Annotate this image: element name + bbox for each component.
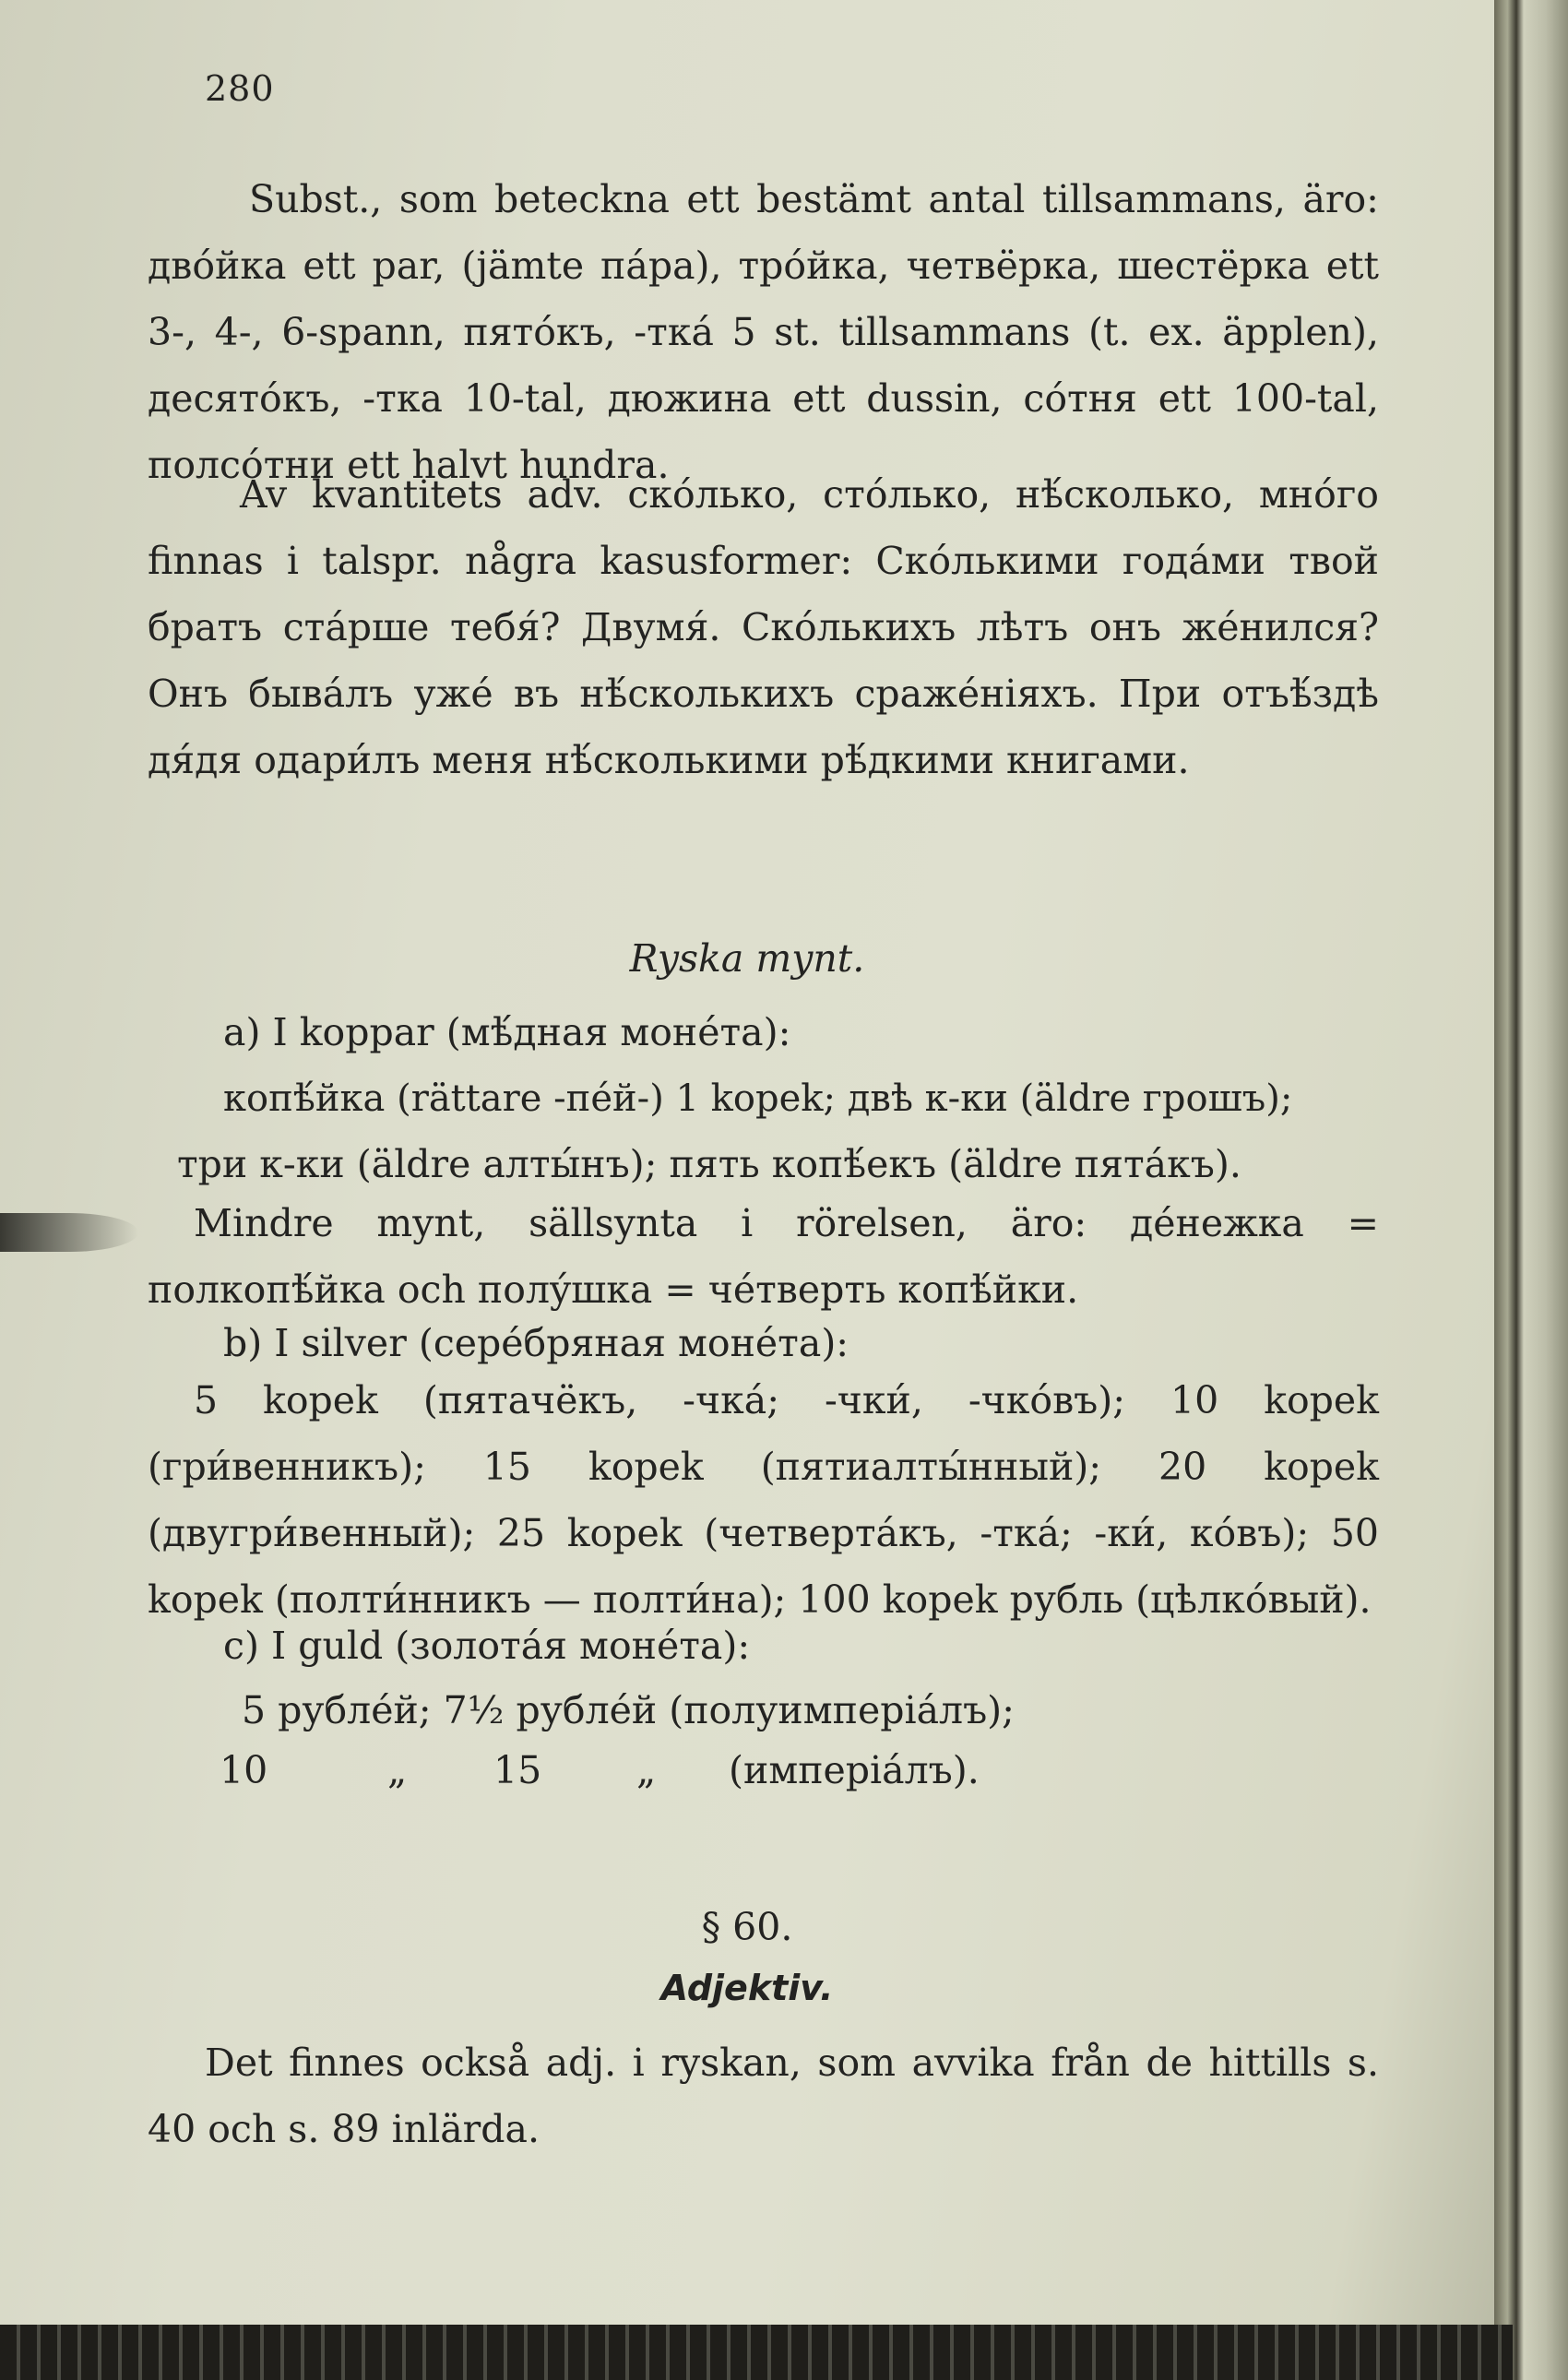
gold-line-2-ten: 10 [220, 1748, 268, 1792]
paragraph-mindre-mynt: Mindre mynt, sällsynta i rörelsen, äro: дéнежка = полкопѣ́йка och полýшка = чéтверть копѣ́йки. [148, 1201, 1379, 1312]
section-heading-ryska-mynt: Ryska mynt. [629, 936, 865, 981]
section-title-adjektiv: Adjektiv. [660, 1968, 834, 2008]
section-number: § 60. [701, 1905, 793, 1949]
scan-bottom-strip [0, 2325, 1513, 2380]
book-edge [1494, 0, 1568, 2380]
paragraph-substantives: Subst., som beteckna ett bestämt antal tillsammans, äro: двóйка ett par, (jämte пáра), трóйка, четвёрка, шестёрка ett 3-, 4-, 6-spann, пятóкъ, -ткá 5 st. tillsammans (t. ex. äpplen), десятóкъ, -тка 10-tal, дюжина ett dussin, сóтня ett 100-tal, полсóтни ett halvt hundra. [148, 177, 1379, 487]
copper-line-1: копѣ́йка (rättare -пéй-) 1 kopek; двѣ к-ки (äldre грошъ); [223, 1077, 1293, 1120]
copper-title: a) I koppar (мѣ́дная монéта): [223, 1010, 791, 1054]
silver-title: b) I silver (серéбряная монéта): [223, 1321, 849, 1365]
paragraph-adjektiv: Det finnes också adj. i ryskan, som avvika från de hittills s. 40 och s. 89 inlärda. [148, 2041, 1379, 2151]
paragraph-adverbs: Av kvantitets adv. скóлько, стóлько, нѣ́сколько, мнóго finnas i talspr. några kasusformer: Скóлькими годáми твой братъ стáрше тебя́? Двумя́. Скóлькихъ лѣтъ онъ жéнился? Онъ бывáлъ ужé въ нѣ́сколькихъ сражéніяхъ. При отъѣ́здѣ дя́дя одари́лъ меня нѣ́сколькими рѣ́дкими книгами. [148, 472, 1379, 782]
gold-line-2-imperial: (имперіáлъ). [729, 1748, 980, 1792]
paragraph-silver-coins: 5 kopek (пятачёкъ, -чкá; -чки́, -чкóвъ); 10 kopek (гри́венникъ); 15 kopek (пятиалты́нный); 20 kopek (двугри́венный); 25 kopek (четвертáкъ, -ткá; -ки́, кóвъ); 50 kopek (полти́нникъ — полти́на); 100 kopek рубль (цѣлкóвый). [148, 1378, 1379, 1622]
gold-line-2-ditto-2: „ [636, 1748, 657, 1792]
copper-line-2: три к-ки (äldre алты́нъ); пять копѣ́екъ (äldre пятáкъ). [177, 1142, 1241, 1186]
gold-line-1: 5 рублéй; 7½ рублéй (полуимперіáлъ); [242, 1688, 1015, 1732]
gold-line-2-fifteen: 15 [493, 1748, 542, 1792]
gold-title: c) I guld (золотáя монéта): [223, 1624, 751, 1668]
page-number: 280 [205, 68, 275, 109]
page-shadow [0, 1213, 138, 1252]
gold-line-2-ditto-1: „ [387, 1748, 408, 1792]
